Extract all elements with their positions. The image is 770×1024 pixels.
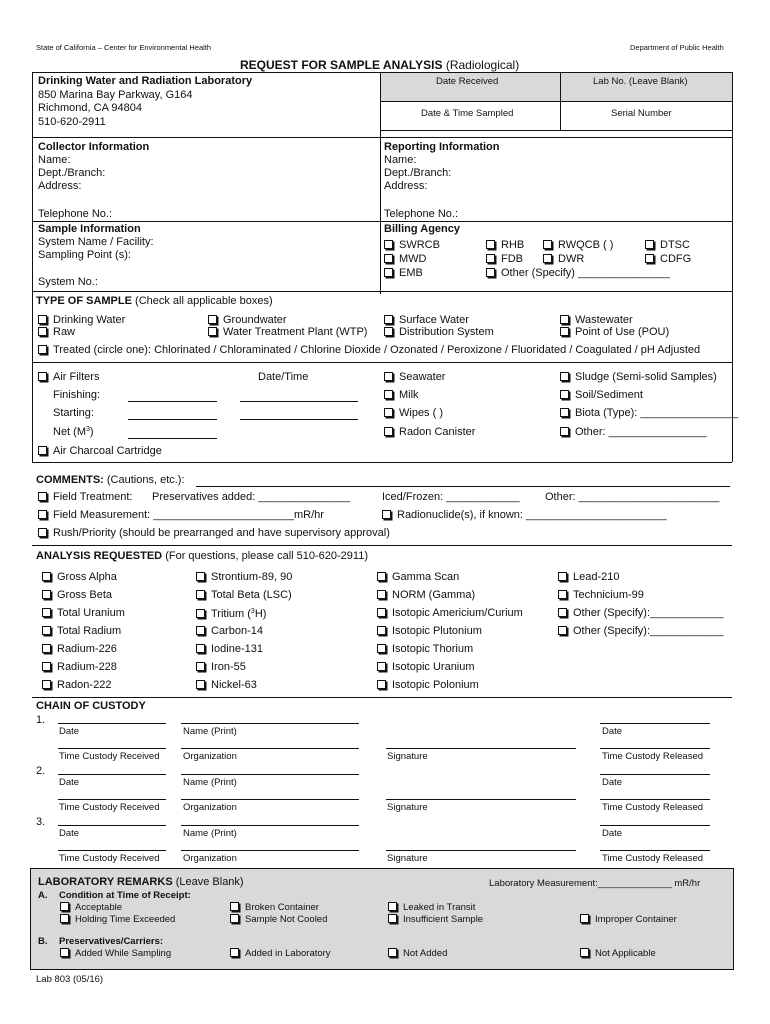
checkbox-icon xyxy=(558,608,567,617)
analysis-checkbox[interactable]: Other (Specify):____________ xyxy=(558,626,723,637)
checkbox-icon xyxy=(388,914,397,923)
broken-container-checkbox: Broken Container xyxy=(230,902,319,913)
analysis-checkbox[interactable]: Other (Specify):____________ xyxy=(558,608,723,619)
checkbox-icon xyxy=(196,590,205,599)
checkbox-icon xyxy=(558,626,567,635)
comments-heading: COMMENTS: (Cautions, etc.): xyxy=(36,474,185,486)
custody-signature-label: Signature xyxy=(387,751,428,762)
custody-organization-label: Organization xyxy=(183,853,237,864)
analysis-heading: ANALYSIS REQUESTED (For questions, please call 510-620-2911) xyxy=(36,550,368,562)
checkbox-icon xyxy=(377,572,386,581)
date-time-sampled-label: Date & Time Sampled xyxy=(421,108,514,119)
analysis-checkbox[interactable]: Isotopic Polonium xyxy=(377,680,479,691)
custody-release-date-label: Date xyxy=(602,777,623,788)
analysis-checkbox[interactable]: Isotopic Thorium xyxy=(377,644,473,655)
checkbox-icon xyxy=(38,446,47,455)
custody-time-released-label: Time Custody Released xyxy=(602,751,704,762)
system-name-field[interactable]: System Name / Facility: xyxy=(38,236,154,248)
analysis-checkbox[interactable]: Radon-222 xyxy=(42,680,111,691)
custody-date-input[interactable] xyxy=(58,825,166,826)
checkbox-icon xyxy=(208,315,217,324)
custody-release-date-label: Date xyxy=(602,726,623,737)
checkbox-icon xyxy=(42,680,51,689)
checkbox-icon xyxy=(384,327,393,336)
lab-name: Drinking Water and Radiation Laboratory xyxy=(38,75,253,87)
checkbox-icon xyxy=(196,572,205,581)
form-title xyxy=(240,59,519,71)
custody-signature-label: Signature xyxy=(387,802,428,813)
custody-organization-input[interactable] xyxy=(181,748,359,749)
checkbox-icon xyxy=(377,608,386,617)
checkbox-icon xyxy=(196,680,205,689)
custody-organization-label: Organization xyxy=(183,802,237,813)
custody-time-released-input[interactable] xyxy=(600,850,710,851)
section-b-label: B. xyxy=(38,936,48,947)
checkbox-icon xyxy=(558,572,567,581)
billing-emb[interactable]: EMB xyxy=(384,268,423,279)
added-lab-checkbox: Added in Laboratory xyxy=(230,948,331,959)
sample-info-heading: Sample Information xyxy=(38,223,141,235)
custody-date-label: Date xyxy=(59,726,80,737)
custody-time-released-input[interactable] xyxy=(600,748,710,749)
checkbox-icon xyxy=(196,662,205,671)
checkbox-icon xyxy=(38,492,47,501)
checkbox-icon xyxy=(384,408,393,417)
section-a-heading: Condition at Time of Receipt: xyxy=(59,890,191,901)
seawater-checkbox[interactable]: Seawater xyxy=(384,372,445,383)
checkbox-icon xyxy=(377,680,386,689)
checkbox-icon xyxy=(230,948,239,957)
custody-time-released-label: Time Custody Released xyxy=(602,853,704,864)
acceptable-checkbox: Acceptable xyxy=(60,902,122,913)
section-b-heading: Preservatives/Carriers: xyxy=(59,936,164,947)
serial-number-label: Serial Number xyxy=(611,108,672,119)
checkbox-icon xyxy=(38,372,47,381)
checkbox-icon xyxy=(60,914,69,923)
billing-rwqcb[interactable]: RWQCB ( ) xyxy=(543,240,613,251)
form-number: Lab 803 (05/16) xyxy=(36,974,104,985)
reporting-address-field[interactable]: Address: xyxy=(384,180,428,192)
lab-address-2: Richmond, CA 94804 xyxy=(38,102,142,114)
custody-name-input[interactable] xyxy=(181,825,359,826)
raw-checkbox[interactable]: Raw xyxy=(38,327,75,338)
checkbox-icon xyxy=(196,626,205,635)
lab-no-label: Lab No. (Leave Blank) xyxy=(593,76,688,87)
checkbox-icon xyxy=(208,327,217,336)
custody-number: 1. xyxy=(36,714,46,726)
checkbox-icon xyxy=(42,608,51,617)
field-measurement-checkbox[interactable]: Field Measurement: _______________________mR/hr xyxy=(38,510,324,521)
custody-signature-input[interactable] xyxy=(386,799,576,800)
milk-checkbox[interactable]: Milk xyxy=(384,390,419,401)
checkbox-icon xyxy=(42,662,51,671)
checkbox-icon xyxy=(560,372,569,381)
analysis-checkbox[interactable]: Iodine-131 xyxy=(196,644,263,655)
checkbox-icon xyxy=(42,572,51,581)
analysis-checkbox[interactable]: Gamma Scan xyxy=(377,572,459,583)
custody-date-input[interactable] xyxy=(58,774,166,775)
analysis-checkbox[interactable]: Radium-228 xyxy=(42,662,117,673)
wipes-checkbox[interactable]: Wipes ( ) xyxy=(384,408,443,419)
checkbox-icon xyxy=(38,315,47,324)
custody-date-label: Date xyxy=(59,777,80,788)
checkbox-icon xyxy=(42,644,51,653)
lab-address-1: 850 Marina Bay Parkway, G164 xyxy=(38,89,193,101)
preservatives-field[interactable]: Preservatives added: _______________ xyxy=(152,491,351,503)
drinking-water-checkbox[interactable]: Drinking Water xyxy=(38,315,125,326)
checkbox-icon xyxy=(543,254,552,263)
billing-dtsc[interactable]: DTSC xyxy=(645,240,690,251)
checkbox-icon xyxy=(377,626,386,635)
soil-checkbox[interactable]: Soil/Sediment xyxy=(560,390,643,401)
custody-name-label: Name (Print) xyxy=(183,777,237,788)
custody-name-label: Name (Print) xyxy=(183,726,237,737)
custody-date-input[interactable] xyxy=(58,723,166,724)
checkbox-icon xyxy=(384,315,393,324)
checkbox-icon xyxy=(377,662,386,671)
analysis-checkbox[interactable]: Strontium-89, 90 xyxy=(196,572,292,583)
added-sampling-checkbox: Added While Sampling xyxy=(60,948,171,959)
collector-heading: Collector Information xyxy=(38,141,150,153)
finishing-input-1[interactable] xyxy=(128,401,217,402)
custody-time-received-label: Time Custody Received xyxy=(59,853,160,864)
checkbox-icon xyxy=(580,948,589,957)
radon-canister-checkbox[interactable]: Radon Canister xyxy=(384,427,475,438)
billing-cdfg[interactable]: CDFG xyxy=(645,254,691,265)
custody-time-received-input[interactable] xyxy=(58,799,166,800)
air-charcoal-checkbox[interactable]: Air Charcoal Cartridge xyxy=(38,446,162,457)
custody-signature-input[interactable] xyxy=(386,850,576,851)
date-time-header: Date/Time xyxy=(258,371,309,383)
checkbox-icon xyxy=(60,948,69,957)
checkbox-icon xyxy=(382,510,391,519)
checkbox-icon xyxy=(377,590,386,599)
custody-date-label: Date xyxy=(59,828,80,839)
iced-frozen-field[interactable]: Iced/Frozen: ____________ xyxy=(382,491,520,503)
custody-time-released-label: Time Custody Released xyxy=(602,802,704,813)
billing-swrcb[interactable]: SWRCB xyxy=(384,240,440,251)
checkbox-icon xyxy=(42,626,51,635)
checkbox-icon xyxy=(384,240,393,249)
analysis-checkbox[interactable]: Isotopic Plutonium xyxy=(377,626,482,637)
custody-signature-input[interactable] xyxy=(386,748,576,749)
checkbox-icon xyxy=(384,427,393,436)
custody-time-received-label: Time Custody Received xyxy=(59,751,160,762)
checkbox-icon xyxy=(384,372,393,381)
custody-time-received-input[interactable] xyxy=(58,748,166,749)
not-added-checkbox: Not Added xyxy=(388,948,447,959)
holding-time-checkbox: Holding Time Exceeded xyxy=(60,914,175,925)
analysis-checkbox[interactable]: Isotopic Americium/Curium xyxy=(377,608,523,619)
lab-measurement-field: Laboratory Measurement:______________ mR/hr xyxy=(489,878,701,889)
lab-phone: 510-620-2911 xyxy=(38,116,106,128)
checkbox-icon xyxy=(543,240,552,249)
wtp-checkbox[interactable]: Water Treatment Plant (WTP) xyxy=(208,327,367,338)
net-input[interactable] xyxy=(128,438,217,439)
groundwater-checkbox[interactable]: Groundwater xyxy=(208,315,287,326)
custody-time-released-input[interactable] xyxy=(600,799,710,800)
checkbox-icon xyxy=(60,902,69,911)
analysis-checkbox[interactable]: Lead-210 xyxy=(558,572,620,583)
checkbox-icon xyxy=(486,254,495,263)
checkbox-icon xyxy=(645,240,654,249)
date-received-label: Date Received xyxy=(436,76,499,87)
analysis-checkbox[interactable]: Carbon-14 xyxy=(196,626,263,637)
radionuclide-checkbox[interactable]: Radionuclide(s), if known: _______________________ xyxy=(382,510,667,521)
insufficient-checkbox: Insufficient Sample xyxy=(388,914,483,925)
custody-release-date-input[interactable] xyxy=(600,723,710,724)
custody-time-received-label: Time Custody Received xyxy=(59,802,160,813)
other-comment-field[interactable]: Other: _______________________ xyxy=(545,491,720,503)
checkbox-icon xyxy=(384,254,393,263)
leaked-checkbox: Leaked in Transit xyxy=(388,902,475,913)
starting-label: Starting: xyxy=(53,407,94,419)
finishing-label: Finishing: xyxy=(53,389,101,401)
checkbox-icon xyxy=(196,609,205,618)
section-a-label: A. xyxy=(38,890,48,901)
sampling-point-field[interactable]: Sampling Point (s): xyxy=(38,249,131,261)
checkbox-icon xyxy=(558,590,567,599)
wastewater-checkbox[interactable]: Wastewater xyxy=(560,315,633,326)
form-title-sub: (Radiological) xyxy=(445,58,520,72)
custody-name-input[interactable] xyxy=(181,774,359,775)
billing-rhb[interactable]: RHB xyxy=(486,240,524,251)
not-cooled-checkbox: Sample Not Cooled xyxy=(230,914,327,925)
pou-checkbox[interactable]: Point of Use (POU) xyxy=(560,327,669,338)
custody-time-received-input[interactable] xyxy=(58,850,166,851)
checkbox-icon xyxy=(580,914,589,923)
checkbox-icon xyxy=(645,254,654,263)
billing-dwr[interactable]: DWR xyxy=(543,254,584,265)
sludge-checkbox[interactable]: Sludge (Semi-solid Samples) xyxy=(560,372,717,383)
checkbox-icon xyxy=(384,390,393,399)
billing-fdb[interactable]: FDB xyxy=(486,254,523,265)
analysis-checkbox[interactable]: Tritium ($^3$H) xyxy=(196,608,266,620)
checkbox-icon xyxy=(560,427,569,436)
custody-release-date-input[interactable] xyxy=(600,774,710,775)
type-of-sample-heading: TYPE OF SAMPLE (Check all applicable boxes) xyxy=(36,295,273,307)
checkbox-icon xyxy=(38,528,47,537)
checkbox-icon xyxy=(196,644,205,653)
billing-mwd[interactable]: MWD xyxy=(384,254,427,265)
custody-organization-input[interactable] xyxy=(181,799,359,800)
checkbox-icon xyxy=(560,408,569,417)
treated-checkbox[interactable]: Treated (circle one): Chlorinated / Chloraminated / Chlorine Dioxide / Ozonated / Peroxizone / Fluoridated / Coagulated / pH Adjusted xyxy=(38,345,700,356)
checkbox-icon xyxy=(230,914,239,923)
analysis-checkbox[interactable]: Total Radium xyxy=(42,626,121,637)
analysis-checkbox[interactable]: Nickel-63 xyxy=(196,680,257,691)
finishing-input-2[interactable] xyxy=(240,401,358,402)
rush-checkbox[interactable]: Rush/Priority (should be prearranged and have supervisory approval) xyxy=(38,528,390,539)
header-agency: State of California – Center for Environmental Health xyxy=(36,43,212,52)
reporting-telephone-field[interactable]: Telephone No.: xyxy=(384,208,458,220)
analysis-checkbox[interactable]: Technicium-99 xyxy=(558,590,644,601)
starting-input-2[interactable] xyxy=(240,419,358,420)
custody-release-date-label: Date xyxy=(602,828,623,839)
checkbox-icon xyxy=(38,327,47,336)
collector-telephone-field[interactable]: Telephone No.: xyxy=(38,208,112,220)
reporting-name-field[interactable]: Name: xyxy=(384,154,417,166)
collector-address-field[interactable]: Address: xyxy=(38,180,82,192)
header-department: Department of Public Health xyxy=(630,43,724,52)
analysis-checkbox[interactable]: Gross Beta xyxy=(42,590,112,601)
system-no-field[interactable]: System No.: xyxy=(38,276,98,288)
analysis-checkbox[interactable]: Gross Alpha xyxy=(42,572,117,583)
analysis-checkbox[interactable]: NORM (Gamma) xyxy=(377,590,475,601)
checkbox-icon xyxy=(388,948,397,957)
custody-number: 2. xyxy=(36,765,46,777)
checkbox-icon xyxy=(560,390,569,399)
not-applicable-checkbox: Not Applicable xyxy=(580,948,656,959)
checkbox-icon xyxy=(230,902,239,911)
analysis-checkbox[interactable]: Iron-55 xyxy=(196,662,246,673)
reporting-heading: Reporting Information xyxy=(384,141,500,153)
lab-remarks-heading: LABORATORY REMARKS (Leave Blank) xyxy=(38,876,244,888)
analysis-checkbox[interactable]: Total Beta (LSC) xyxy=(196,590,292,601)
checkbox-icon xyxy=(384,268,393,277)
form-title-bold: REQUEST FOR SAMPLE ANALYSIS xyxy=(240,58,443,72)
analysis-checkbox[interactable]: Radium-226 xyxy=(42,644,117,655)
custody-number: 3. xyxy=(36,816,46,828)
starting-input-1[interactable] xyxy=(128,419,217,420)
field-treatment-checkbox[interactable]: Field Treatment: xyxy=(38,492,132,503)
custody-name-label: Name (Print) xyxy=(183,828,237,839)
analysis-checkbox[interactable]: Isotopic Uranium xyxy=(377,662,475,673)
checkbox-icon xyxy=(38,510,47,519)
surface-water-checkbox[interactable]: Surface Water xyxy=(384,315,469,326)
checkbox-icon xyxy=(377,644,386,653)
analysis-checkbox[interactable]: Total Uranium xyxy=(42,608,125,619)
checkbox-icon xyxy=(38,345,47,354)
air-filters-checkbox[interactable]: Air Filters xyxy=(38,372,99,383)
custody-name-input[interactable] xyxy=(181,723,359,724)
custody-heading: CHAIN OF CUSTODY xyxy=(36,700,146,712)
collector-dept-field[interactable]: Dept./Branch: xyxy=(38,167,106,179)
checkbox-icon xyxy=(560,327,569,336)
billing-other[interactable]: Other (Specify) _______________ xyxy=(486,268,670,279)
biota-checkbox[interactable]: Biota (Type): ________________ xyxy=(560,408,738,419)
comments-input[interactable] xyxy=(196,486,730,487)
custody-organization-input[interactable] xyxy=(181,850,359,851)
checkbox-icon xyxy=(42,590,51,599)
checkbox-icon xyxy=(486,268,495,277)
improper-container-checkbox: Improper Container xyxy=(580,914,677,925)
checkbox-icon xyxy=(486,240,495,249)
custody-signature-label: Signature xyxy=(387,853,428,864)
billing-heading: Billing Agency xyxy=(384,223,460,235)
checkbox-icon xyxy=(388,902,397,911)
distribution-system-checkbox[interactable]: Distribution System xyxy=(384,327,494,338)
custody-organization-label: Organization xyxy=(183,751,237,762)
custody-release-date-input[interactable] xyxy=(600,825,710,826)
reporting-dept-field[interactable]: Dept./Branch: xyxy=(384,167,452,179)
other-sample-checkbox[interactable]: Other: ________________ xyxy=(560,427,707,438)
collector-name-field[interactable]: Name: xyxy=(38,154,71,166)
net-label: Net $(M^3)$ xyxy=(53,426,94,438)
checkbox-icon xyxy=(560,315,569,324)
